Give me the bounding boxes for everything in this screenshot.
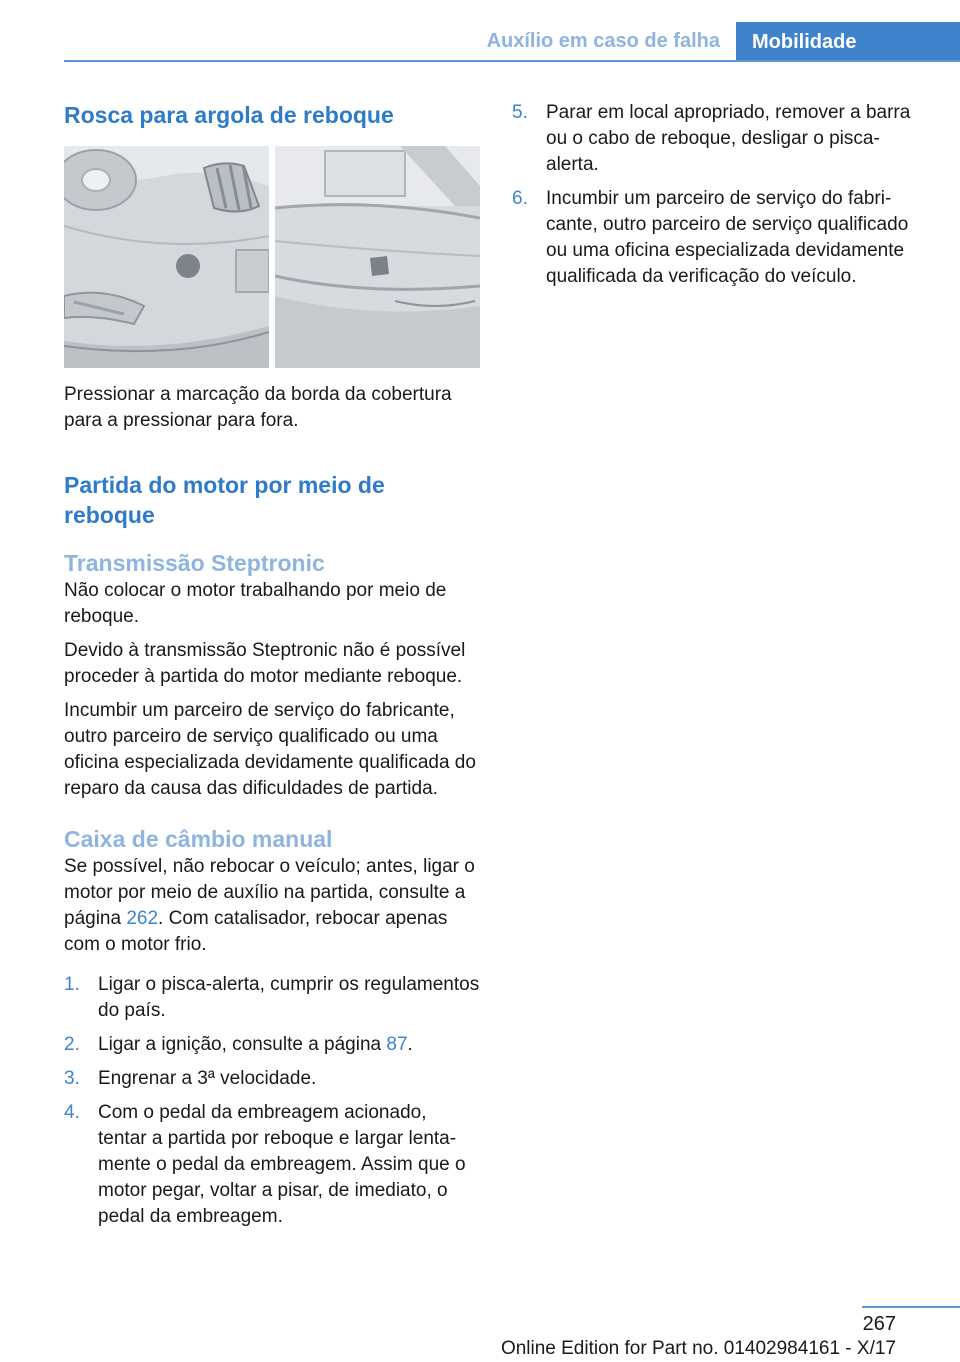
front-bumper-illustration [64,146,269,368]
header-rule [64,60,960,62]
page-header [0,22,960,62]
step-item [512,100,928,178]
step-text: Ligar o pisca-alerta, cumprir os regulamentos do país. [98,974,480,1021]
page-number: 267 [862,1313,896,1335]
step-number: 4. [64,1102,80,1123]
left-column [64,100,480,1238]
page-link-87[interactable]: 87 [386,1034,408,1055]
heading-rosca: Rosca para argola de reboque [64,102,394,128]
step-text: Parar em local apropriado, remover a barra ou o cabo de reboque, desligar o pisca-alerta. [546,102,911,175]
step-number: 6. [512,188,528,209]
step-item [512,186,928,290]
step-item [64,972,480,1024]
step-number: 3. [64,1068,80,1089]
paragraph-caixa-manual [64,854,480,958]
paragraph-caixa-manual-text-a: Se possível, não rebocar o veículo; antes, ligar o motor por meio de auxílio na partida, consulte a página [64,856,475,929]
header-chapter-tab: Mobilidade [736,22,960,62]
header-section-title: Auxílio em caso de falha [486,30,720,52]
step-item [64,1032,480,1058]
paragraph-steptronic-2: Devido à transmissão Steptronic não é possível proceder à partida do motor mediante reboque. [64,640,466,687]
step-number: 5. [512,102,528,123]
step-text: Engrenar a 3ª velocidade. [98,1068,317,1089]
figure-panel-rear-bumper [275,146,480,368]
edition-note: Online Edition for Part no. 01402984161 - X/17 [500,1338,896,1359]
step-text-end: . [407,1034,413,1055]
steps-list-right [512,100,928,290]
page-link-262[interactable]: 262 [126,908,159,929]
step-item [64,1100,480,1230]
step-item [64,1066,480,1092]
footer-rule [862,1306,960,1308]
paragraph-caixa-manual-text-b: . Com catalisador, rebocar apenas com o motor frio. [64,908,448,955]
rear-bumper-illustration [275,146,480,368]
step-text: Com o pedal da embreagem acionado, tentar a partida por reboque e largar lentamente o pedal da embreagem. Assim que o motor pegar, voltar a pisar, de imediato, o pedal da embreagem. [98,1102,466,1227]
step-text: Incumbir um parceiro de serviço do fabricante, outro parceiro de serviço qualificado ou uma oficina especializada devidamente qualificada da verificação do veículo. [546,188,909,287]
paragraph-steptronic-3: Incumbir um parceiro de serviço do fabricante, outro parceiro de serviço qualificado ou uma oficina especializada devidamente qualificada do reparo da causa das dificuldades de partida. [64,700,476,799]
right-column [512,100,928,298]
heading-steptronic: Transmissão Steptronic [64,550,325,576]
step-text: Ligar a ignição, consulte a página [98,1034,387,1055]
paragraph-pressionar: Pressionar a marcação da borda da cobertura para a pressionar para fora. [64,384,452,431]
paragraph-steptronic-1: Não colocar o motor trabalhando por meio de reboque. [64,580,447,627]
steps-list-left [64,972,480,1230]
figure-panel-front-bumper [64,146,269,368]
step-number: 2. [64,1034,80,1055]
heading-caixa-manual: Caixa de câmbio manual [64,826,333,852]
step-number: 1. [64,974,80,995]
heading-partida-reboque: Partida do motor por meio de reboque [64,472,385,528]
tow-eye-thread-figure [64,146,480,368]
